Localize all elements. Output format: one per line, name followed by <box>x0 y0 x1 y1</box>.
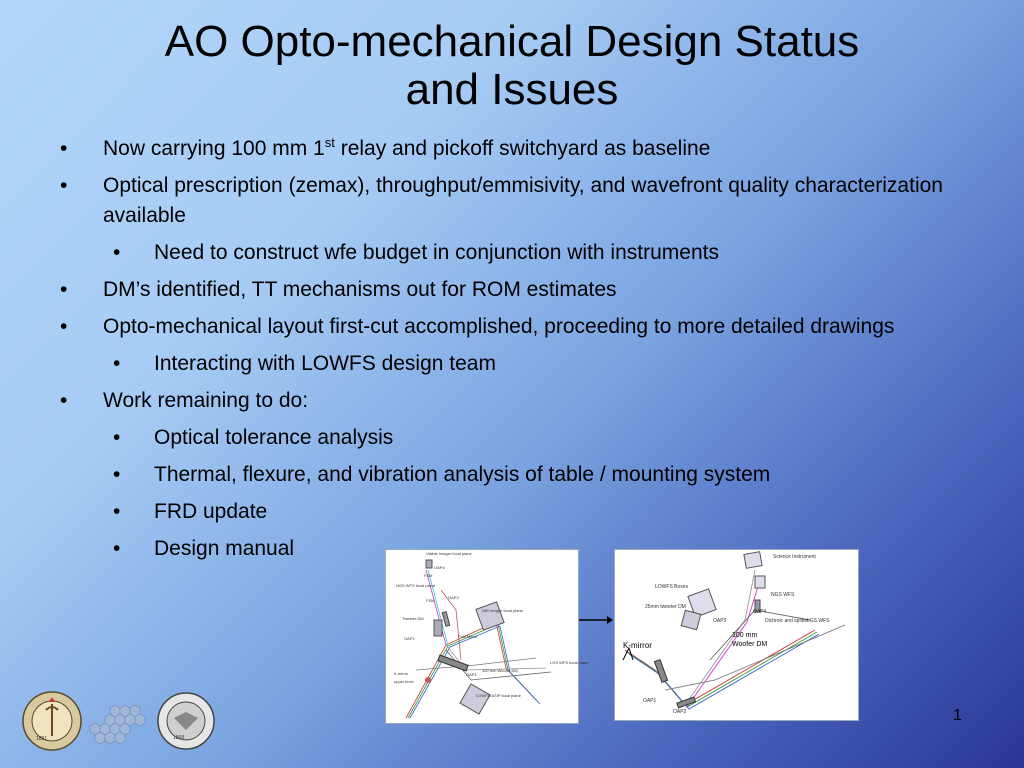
bullet-text: Design manual <box>154 537 295 560</box>
label-woofer: 100 mm Woofer DM <box>482 668 518 673</box>
bullet-dot: • <box>113 241 121 264</box>
sub-bullet-item <box>0 238 1000 268</box>
label-lgs: LGS WFS focal plane <box>550 660 589 665</box>
bullet-dot: • <box>60 137 68 160</box>
label-lowfs-boxes: LOWFS Boxes <box>655 584 689 590</box>
bullet-item <box>0 312 1000 342</box>
sub-bullet-item <box>0 497 1000 527</box>
bullet-text: Opto-mechanical layout first-cut accomplished, proceeding to more detailed drawings <box>103 315 895 338</box>
bullet-text: FRD update <box>154 500 268 523</box>
label-visible-imager: Visible Imager focal plane <box>426 551 472 556</box>
bullet-text: Optical prescription (zemax), throughput/emmisivity, and wavefront quality characterization available <box>103 174 943 227</box>
bullet-dot: • <box>60 278 68 301</box>
label-upper-level: upper level <box>394 679 414 684</box>
label-woofer-2: Woofer DM <box>732 641 768 648</box>
bullet-superscript: st <box>324 135 335 150</box>
label-oap3: OAP3 <box>448 595 459 600</box>
title-line-1: AO Opto-mechanical Design Status <box>164 17 860 66</box>
bullet-item <box>0 386 1000 416</box>
label-fold-mirror: Fold Mirror <box>458 634 478 639</box>
svg-text:1868: 1868 <box>173 735 185 741</box>
bullet-text: relay and pickoff switchyard as baseline <box>334 137 711 160</box>
label-oap1: OAP1 <box>466 672 477 677</box>
label-woofer-1: 100 mm <box>732 632 758 639</box>
bullet-text: Optical tolerance analysis <box>154 426 394 449</box>
label-tweeter: 25mm tweeter DM <box>645 604 686 610</box>
sub-bullet-item <box>0 349 1000 379</box>
bullet-item <box>0 171 1000 231</box>
bullet-list <box>0 134 1000 571</box>
label-oap2: OAP2 <box>404 636 415 641</box>
bullet-item <box>0 275 1000 305</box>
uc-seal-logo <box>158 693 214 749</box>
bullet-dot: • <box>60 389 68 412</box>
title-line-2: and Issues <box>405 65 619 114</box>
label-science: Science Instrument <box>773 554 816 560</box>
bullet-dot: • <box>60 315 68 338</box>
bullet-text: Work remaining to do: <box>103 389 309 412</box>
bullet-dot: • <box>113 500 121 523</box>
optical-layout-figure-right <box>614 549 859 721</box>
page-number: 1 <box>953 707 962 724</box>
bullet-dot: • <box>113 537 121 560</box>
label-lgs-wfs: LGS WFS <box>807 618 830 624</box>
label-tweeter: Tweeter DM <box>402 616 424 621</box>
bullet-item <box>0 134 1000 164</box>
label-ngs: NGS WFS focal plane <box>396 583 436 588</box>
label-fold: FSM <box>426 598 435 603</box>
label-fsm: FSM <box>424 573 433 578</box>
bullet-text: Interacting with LOWFS design team <box>154 352 496 375</box>
optical-layout-figure-left <box>385 549 589 724</box>
bullet-dot: • <box>60 174 68 197</box>
label-dichroic: Dichroic and splitter <box>765 618 809 624</box>
label-oap3: OAP3 <box>713 618 727 624</box>
bullet-dot: • <box>113 426 121 449</box>
sub-bullet-item <box>0 460 1000 490</box>
segmented-mirror-icon <box>90 705 145 744</box>
bullet-dot: • <box>113 352 121 375</box>
label-k-mirror: K-mirror <box>623 641 652 650</box>
bullet-text: Thermal, flexure, and vibration analysis of table / mounting system <box>154 463 771 486</box>
bullet-text: Now carrying 100 mm 1 <box>103 137 325 160</box>
label-ngs-wfs: NGS WFS <box>771 592 795 598</box>
slide-title <box>0 18 1024 114</box>
sub-bullet-item <box>0 423 1000 453</box>
label-k-mirror: K-mirror <box>394 671 409 676</box>
label-ir-imager: NIR Imager focal plane <box>482 608 523 613</box>
label-oap1: OAP1 <box>643 698 657 704</box>
arrow-icon <box>579 615 613 625</box>
caltech-seal-logo <box>23 692 81 750</box>
institution-logos <box>22 690 222 752</box>
label-oap4: OAP4 <box>753 609 767 615</box>
bullet-dot: • <box>113 463 121 486</box>
label-oap2: OAP2 <box>673 709 687 715</box>
label-lowfs: LOWFS/ASIP focal plane <box>476 693 521 698</box>
label-oap4: OAP4 <box>434 565 445 570</box>
bullet-text: DM’s identified, TT mechanisms out for ROM estimates <box>103 278 617 301</box>
bullet-text: Need to construct wfe budget in conjunction with instruments <box>154 241 719 264</box>
svg-text:1891: 1891 <box>36 736 48 742</box>
